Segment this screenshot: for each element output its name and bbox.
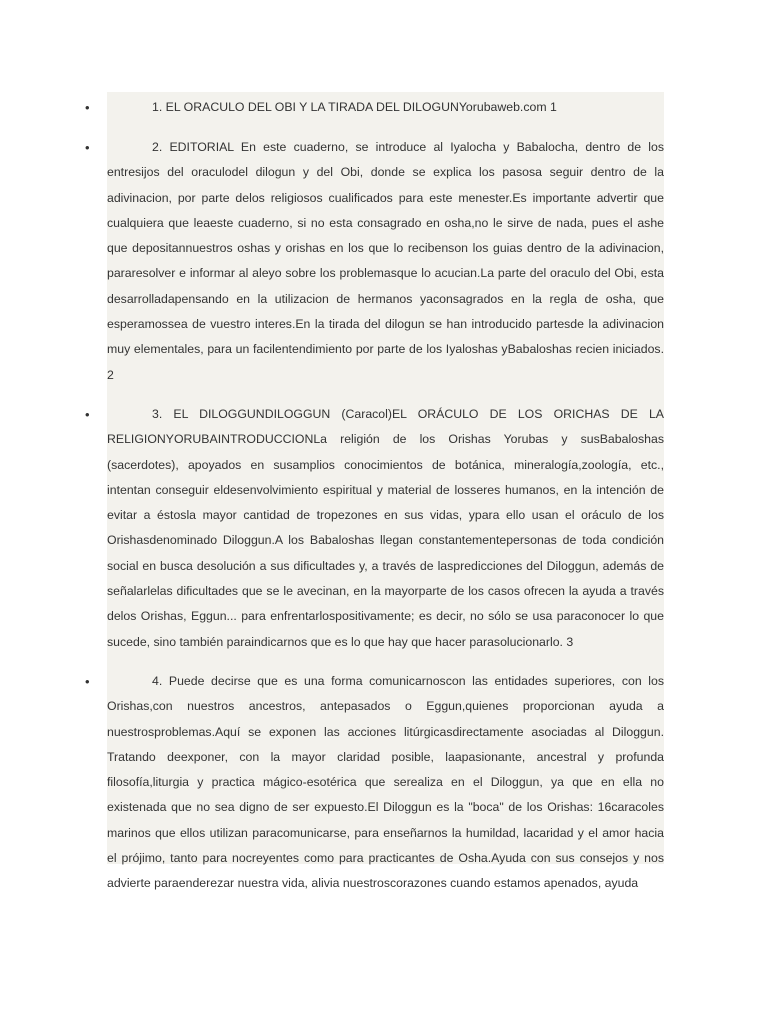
bullet: • bbox=[85, 100, 90, 115]
bullet: • bbox=[85, 140, 90, 155]
bullet: • bbox=[85, 407, 90, 422]
bullet: • bbox=[85, 674, 90, 689]
list-item-text: 3. EL DILOGGUNDILOGGUN (Caracol)EL ORÁCULO DE LOS ORICHAS DE LA RELIGIONYORUBAINTRODUCCIONLa religión de los Orishas Yorubas y susBabaloshas (sacerdotes), apoyados en susamplios conocimientos de botánica, mineralogía,zoología, etc., intentan conseguir eldesenvolvimiento espiritual y material de losseres humanos, en la intención de evitar a éstosla mayor cantidad de tropezones en sus vidas, ypara ello usan el oráculo de los Orishasdenominado Diloggun.A los Babaloshas llegan constantementepersonas de toda condición social en busca desolución a sus dificultades y, a través de laspredicciones del Diloggun, además de señalarlelas dificultades que se le avecinan, en la mayorparte de los casos ofrecen la ayuda a través delos Orishas, Eggun... para enfrentarlospositivamente; es decir, no sólo se usa paraconocer lo que sucede, sino también paraindicarnos que es lo que hay que hacer parasolucionarlo. 3 bbox=[107, 407, 664, 649]
list-item-text: 1. EL ORACULO DEL OBI Y LA TIRADA DEL DILOGUNYorubaweb.com 1 bbox=[152, 100, 557, 114]
list-item-text: 4. Puede decirse que es una forma comunicarnoscon las entidades superiores, con los Orishas,con nuestros ancestros, antepasados o Eggun,quienes proporcionan ayuda a nuestrosproblemas.Aquí se exponen las acciones litúrgicasdirectamente asociadas al Diloggun. Tratando deexponer, con la mayor claridad posible, laapasionante, ancestral y profunda filosofía,liturgia y practica mágico-esotérica que serealiza en el Diloggun, ya que en ella no existenada que no sea digno de ser expuesto.El Diloggun es la "boca" de los Orishas: 16caracoles marinos que ellos utilizan paracomunicarse, para enseñarnos la humildad, lacaridad y el amor hacia el prójimo, tanto para nocreyentes como para practicantes de Osha.Ayuda con sus consejos y nos advierte paraenderezar nuestra vida, alivia nuestroscorazones cuando estamos apenados, ayuda bbox=[107, 674, 664, 891]
list-item-text: 2. EDITORIAL En este cuaderno, se introduce al Iyalocha y Babalocha, dentro de los entresijos del oraculodel dilogun y del Obi, donde se explica los pasosa seguir dentro de la adivinacion, por parte delos religiosos cualificados para este menester.Es importante advertir que cualquiera que leaeste cuaderno, si no esta consagrado en osha,no le sirve de nada, pues el ashe que depositannuestros oshas y orishas en los que lo recibenson los guias dentro de la adivinacion, pararesolver e informar al aleyo sobre los problemasque lo acucian.La parte del oraculo del Obi, esta desarrolladapensando en la utilizacion de hermanos yaconsagrados en la regla de osha, que esperamossea de vuestro interes.En la tirada del dilogun se han introducido partesde la adivinacion muy elementales, para un facilentendimiento por parte de los Iyaloshas yBabaloshas recien iniciados. 2 bbox=[107, 140, 664, 382]
